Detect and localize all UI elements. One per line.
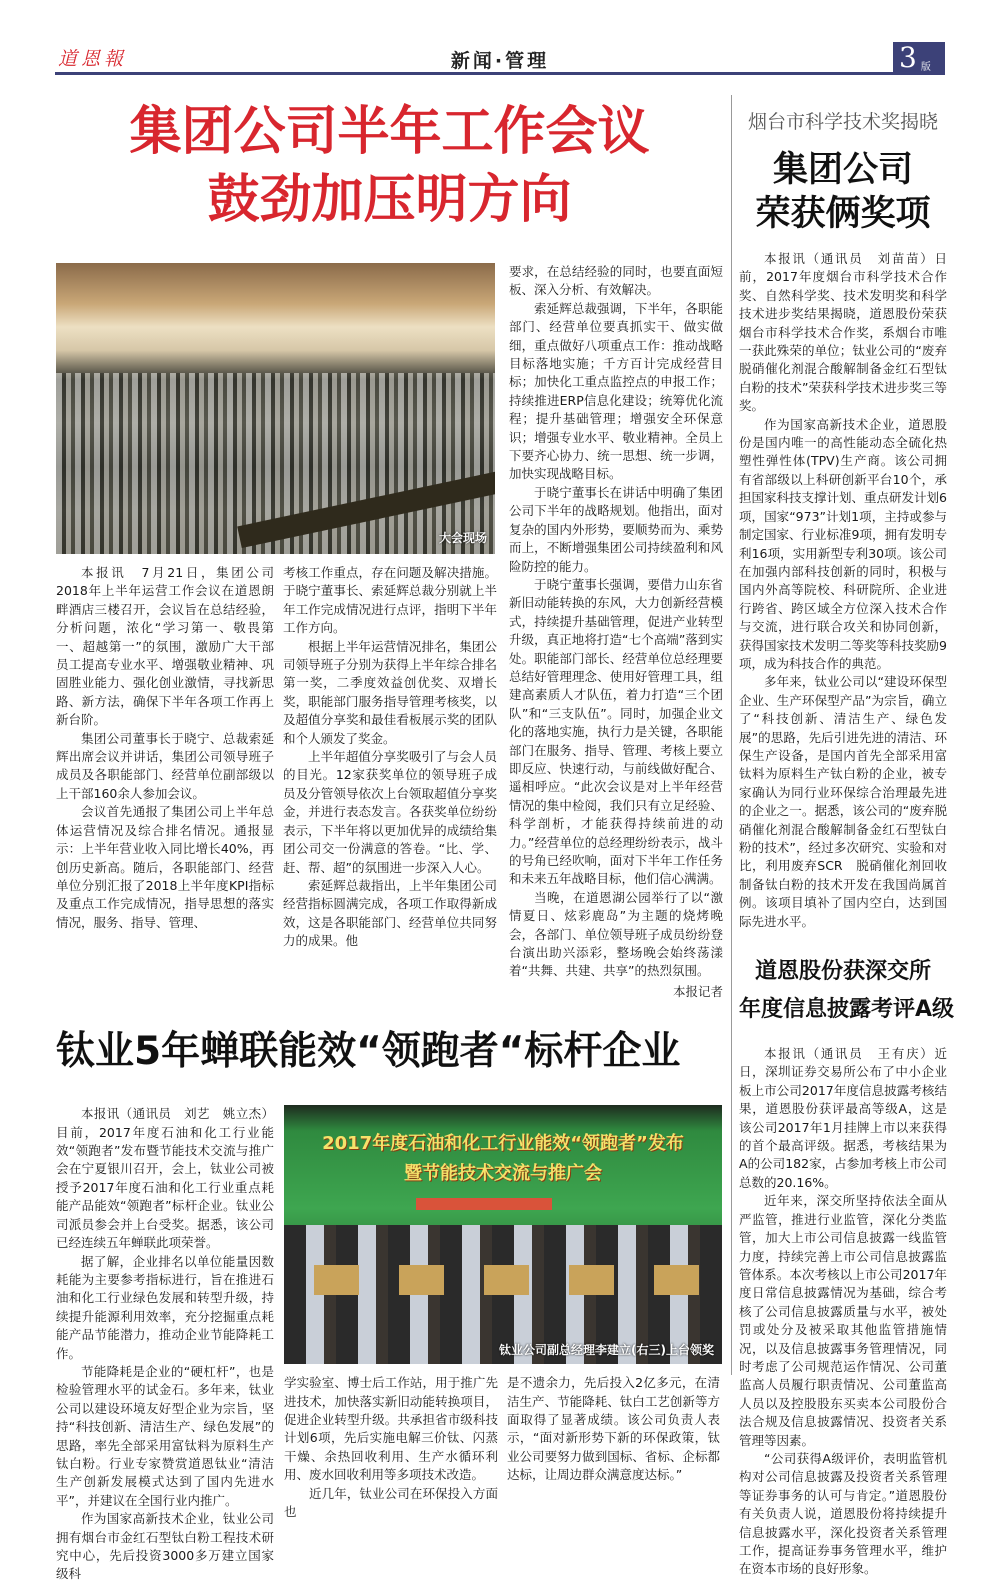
paragraph: 要求，在总结经验的同时，也要直面短板、深入分析、有效解决。 [509, 264, 723, 298]
paragraph: 多年来，钛业公司以“建设环保型企业、生产环保型产品”为宗旨，确立了“科技创新、清洁生产、绿色发展”的思路，先后引进先进的清洁、环保生产设备，是国内首先全部采用富钛料为原料生产钛白粉的企业，被专家确认为同行业环保综合治理最先进的企业之一。据悉，该公司的“废弃脱硝催化剂混合酸解制备金红石型钛白粉的技术”，经过多次研究、实验和对比，利用废弃SCR 脱硝催化剂回收制备钛白粉的技术开发在我国尚属首例。该项目填补了国内空白，达到国际先进水平。 [739, 674, 947, 929]
paragraph: 根据上半年运营情况排名，集团公司领导班子分别为获得上半年综合排名第一奖，二季度效益创优奖、双增长奖，职能部门服务指导管理考核奖，以及超值分享奖和最佳看板展示奖的团队和个人颁发了奖金。 [283, 638, 497, 746]
paragraph: 本报讯 7月21日，集团公司2018年上半年运营工作会议在道恩朗畔酒店三楼召开，会议旨在总结经验，分析问题，浓化“学习第一、敬畏第一、超越第一”的氛围，激励广大干部员工提高专业水平、增强敬业精神、巩固胜业能力、强化创业激情，寻找新思路、新方法，确保下半年各项工作再上新台阶。 [56, 565, 274, 728]
paragraph: 于晓宁董事长强调，要借力山东省新旧动能转换的东风，大力创新经营模式，持续提升基础管理，促进产业转型升级，真正地将打造“七个高端”落到实处。职能部门部长、经营单位总经理要总结好管理理念、使用好管理工具，组建高素质人才队伍，着力打造“三个团队”和“三支队伍”。同时，加强企业文化的落地实施，执行力是关键，各职能部门在服务、指导、管理、考核上要立即反应、快速行动，与前线做好配合、遥相呼应。“此次会议是对上半年经营情况的集中检阅，我们只有立足经验、科学剖析，才能获得持续前进的动力。”经营单位的总经理纷纷表示，战斗的号角已经吹响，面对下半年工作任务和未来五年战略目标，他们信心满满。 [509, 576, 723, 887]
article1-byline: 本报记者 [672, 983, 723, 999]
paragraph: 是不遗余力，先后投入2亿多元，在清洁生产、节能降耗、钛白工艺创新等方面取得了显著成绩。该公司负责人表示，“面对新形势下新的环保政策，钛业公司要努力做到国标、省标、企标都达标，让周边群众满意度达标。” [507, 1375, 720, 1483]
page-suffix: 版 [920, 62, 931, 73]
photo-date-strip [416, 1198, 552, 1210]
left-region [56, 95, 723, 1584]
masthead-logo: 道恩報 [58, 48, 128, 70]
paragraph: 本报讯（通讯员 王有庆）近日，深圳证券交易所公布了中小企业板上市公司2017年度信息披露考核结果，道恩股份获评最高等级A，这是该公司2017年1月挂牌上市以来获得的首个最高评级。据悉，考核结果为A的公司182家，占参加考核上市公司总数的20.16%。 [739, 1046, 947, 1190]
photo-caption: 钛业公司副总经理李建立(右三)上台领奖 [499, 1343, 714, 1358]
paragraph: 会议首先通报了集团公司上半年总体运营情况及综合排名情况。通报显示：上半年营业收入同比增长40%，再创历史新高。随后，各职能部门、经营单位分别汇报了2018上半年度KPI指标及重点工作完成情况，指导思想的落实情况，服务、指导、管理、 [56, 804, 274, 930]
article4-lower-columns [284, 1374, 722, 1521]
article2-body [739, 250, 947, 931]
paragraph: 作为国家高新技术企业，道恩股份是国内唯一的高性能动态全硫化热塑性弹性体(TPV)生产商。该公司拥有省部级以上科研创新平台10个，承担国家科技支撑计划、重点研发计划6项，国家“973”计划1项，主持或参与制定国家、行业标准9项，拥有发明专利16项，实用新型专利30项。该公司在加强内部科技创新的同时，积极与国内外高等院校、科研院所、企业进行跨省、跨区域全方位深入技术合作与交流，进行联合攻关和协同创新，获得国家技术发明二等奖等科技奖励9项，成为科技合作的典范。 [739, 416, 947, 671]
article3-body [739, 1045, 947, 1579]
article1-lower-columns [56, 564, 497, 951]
paragraph: 集团公司董事长于晓宁、总裁索延辉出席会议并讲话，集团公司领导班子成员及各职能部门、经营单位副部级以上干部160余人参加会议。 [56, 730, 274, 801]
paragraph: 作为国家高新技术企业，钛业公司拥有烟台市金红石型钛白粉工程技术研究中心，先后投资3000多万建立国家级科 [56, 1511, 274, 1582]
article1-headline [56, 95, 723, 263]
paragraph: 本报讯（通讯员 刘苗苗）日前，2017年度烟台市科学技术合作奖、自然科学奖、技术发明奖和科学技术进步奖结果揭晓，道恩股份荣获烟台市科学技术合作奖，系烟台市唯一获此殊荣的单位；钛业公司的“废弃脱硝催化剂混合酸解制备金红石型钛白粉的技术”荣获科学技术进步奖三等奖。 [739, 251, 947, 414]
article4-headline: 钛业5年蝉联能效“领跑者“标杆企业 [56, 1029, 681, 1075]
paragraph: 据了解，企业排名以单位能量因数耗能为主要参考指标进行，旨在推进石油和化工行业绿色发展和转型升级，持续提升能源利用效率，充分挖掘重点耗能产品节能潜力，推动企业节能降耗工作。 [56, 1253, 274, 1361]
article1-column-3 [509, 263, 723, 981]
paragraph: 上半年超值分享奖吸引了与会人员的目光。12家获奖单位的领导班子成员及分管领导依次上台领取超值分享奖金，并进行表态发言。各获奖单位纷纷表示，下半年将以更加优异的成绩给集团公司交一份满意的答卷。“比、学、赶、帮、超”的氛围进一步深入人心。 [283, 749, 497, 875]
paragraph: 当晚，在道恩湖公园举行了以“激情夏日、炫彩鹿岛”为主题的烧烤晚会，各部门、单位领导班子成员纷纷登台演出助兴添彩，整场晚会始终荡漾着“共舞、共建、共享”的热烈氛围。 [509, 889, 723, 979]
article2-headline-line1: 集团公司 [772, 150, 913, 190]
article3-headline-line2: 年度信息披露考评A级 [739, 997, 955, 1023]
paragraph: 索延辉总裁指出，上半年集团公司经营指标圆满完成，各项工作取得新成效，这是各职能部门、经营单位共同努力的成果。他 [283, 877, 497, 949]
article1-headline-line1: 集团公司半年工作会议 [129, 102, 650, 162]
article1 [56, 263, 723, 1001]
paragraph: 节能降耗是企业的“硬杠杆”，也是检验管理水平的试金石。多年来，钛业公司以建设环境友好型企业为宗旨，坚持“科技创新、清洁生产、绿色发展”的思路，率先全部采用富钛料为原料生产钛白粉。行业专家赞赏道恩钛业“清洁生产创新发展模式达到了国内先进水平”，并建议在全国行业内推广。 [56, 1363, 274, 1508]
photo-banner-line2: 暨节能技术交流与推广会 [404, 1163, 602, 1185]
page-number: 3 [899, 41, 917, 74]
article1-headline-line2: 鼓劲加压明方向 [207, 170, 572, 230]
photo-banner-line1: 2017年度石油和化工行业能效“领跑者”发布 [322, 1133, 684, 1155]
article4-column-2 [284, 1374, 498, 1521]
award-plaques [284, 1265, 722, 1295]
article4-column-1 [56, 1105, 274, 1584]
paragraph: 学实验室、博士后工作站，用于推广先进技术，加快落实新旧动能转换项目，促进企业转型升级。共承担省市级科技计划6项，先后实施电解三价钛、闪蒸干燥、余热回收利用、生产水循环利用、废水回收利用等多项技术改造。 [284, 1375, 498, 1483]
header-rule [55, 72, 893, 75]
article1-left [56, 263, 497, 951]
paragraph: 索延辉总裁强调，下半年，各职能部门、经营单位要真抓实干、做实做细，重点做好八项重点工作：推动战略目标落地实施；千方百计完成经营目标；加快化工重点监控点的申报工作；持续推进ERP信息化建设；统筹优化流程；提升基础管理；增强安全环保意识；增强专业水平、敬业精神。全员上下要齐心协力、统一思想、统一步调，加快实现战略目标。 [509, 300, 723, 482]
article3-headline-line1: 道恩股份获深交所 [754, 959, 931, 985]
photo-caption: 大会现场 [438, 531, 487, 545]
award-photo [284, 1105, 722, 1364]
article1-right [509, 263, 723, 1001]
article4-right [284, 1105, 722, 1521]
page-number-badge [893, 42, 945, 75]
column-divider [731, 95, 732, 1375]
article2-headline-line2: 荣获俩奖项 [755, 194, 931, 234]
right-region [739, 108, 955, 1579]
paragraph: 于晓宁董事长在讲话中明确了集团公司下半年的战略规划。他指出，面对复杂的国内外形势，要顺势而为、乘势而上，不断增强集团公司持续盈利和风险防控的能力。 [509, 484, 723, 574]
section-title: 新闻·管理 [450, 50, 550, 72]
paragraph: “公司获得A级评价，表明监管机构对公司信息披露及投资者关系管理等证券事务的认可与肯定。”道恩股份有关负责人说，道恩股份将持续提升信息披露水平，深化投资者关系管理工作，提高证券事务管理水平，维护在资本市场的良好形象。 [739, 1450, 947, 1577]
meeting-photo [56, 263, 495, 554]
article2-subtitle: 烟台市科学技术奖揭晓 [747, 111, 938, 133]
article1-column-1 [56, 564, 274, 951]
article4 [56, 1105, 723, 1584]
paragraph: 考核工作重点，存在问题及解决措施。于晓宁董事长、索延辉总裁分别就上半年工作完成情况进行点评，指明下半年工作方向。 [283, 565, 497, 636]
article4-column-3 [507, 1374, 720, 1521]
paragraph: 本报讯（通讯员 刘艺 姚立杰）目前，2017年度石油和化工行业能效“领跑者”发布暨节能技术交流与推广会在宁夏银川召开，会上，钛业公司被授予2017年度石油和化工行业重点耗能产品能效“领跑者”标杆企业。钛业公司派员参会并上台受奖。据悉，该公司已经连续五年蝉联此项荣誉。 [56, 1106, 274, 1251]
paragraph: 近年来，深交所坚持依法全面从严监管，推进行业监管，深化分类监管，加大上市公司信息披露一线监管力度，持续完善上市公司信息披露监管体系。本次考核以上市公司2017年度日常信息披露情况为基础，综合考核了公司信息披露质量与水平，被处罚或处分及被采取其他监管措施情况，以及信息披露事务管理情况，同时考虑了公司规范运作情况、公司董监高人员履行职责情况、公司董监高人员以及控股股东买卖本公司股份合法合规及信息披露情况、投资者关系管理等因素。 [739, 1193, 947, 1448]
paragraph: 近几年，钛业公司在环保投入方面也 [284, 1485, 498, 1520]
article1-column-2 [283, 564, 497, 951]
